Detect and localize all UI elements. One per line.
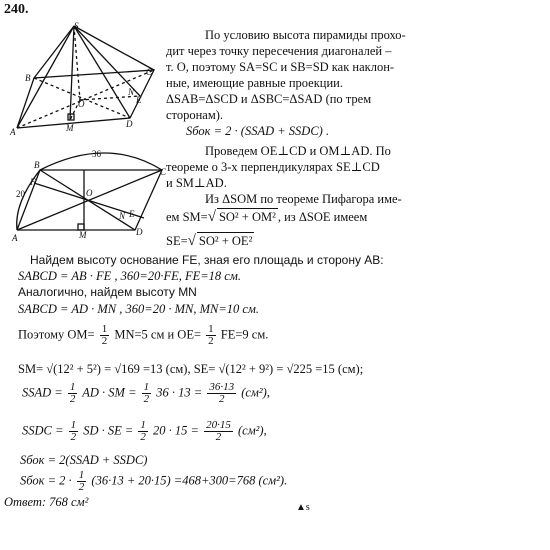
lower-line-5 [18, 324, 268, 347]
lower-line-8 [22, 420, 267, 443]
ssdc-unit: (см²), [237, 423, 267, 438]
lower-line-9: Sбок = 2(SSAD + SSDC) [20, 453, 148, 467]
oe-label: MN=5 см и OE= [114, 327, 202, 342]
lower-line-1: Найдем высоту основание FE, зная его площадь и сторону AB: [30, 253, 384, 267]
numerator: 1 [101, 323, 108, 335]
p1-line-5: ΔSAB=ΔSCD и ΔSBC=ΔSAD (по трем [166, 92, 372, 106]
page-mark: ▲s [296, 502, 310, 513]
base-label-m: M [79, 230, 87, 240]
lower-line-3: Аналогично, найдем высоту MN [18, 285, 197, 299]
sm-radicand: SO² + OM² [218, 210, 276, 224]
base-label-36: 36 [92, 149, 101, 159]
fraction [206, 324, 216, 347]
sm-prefix: ем SM= [166, 210, 208, 224]
ssdc-mid: SD · SE = [83, 423, 134, 438]
base-label-d: D [136, 227, 143, 237]
p1-line-3: т. O, поэтому SA=SC и SB=SD как наклон- [166, 60, 395, 74]
se-prefix: SE= [166, 234, 188, 248]
base-label-b: B [34, 160, 40, 170]
base-label-e: E [129, 209, 135, 219]
page-mark-text: s [305, 502, 310, 513]
p1-line-2: дит через точку пересечения диагоналей – [166, 44, 392, 58]
p2-line-2: теореме о 3-х перпендикулярах SE⊥CD [166, 160, 380, 174]
om-label: Поэтому OM= [18, 327, 95, 342]
numerator: 36·13 [209, 381, 235, 393]
p3-line-1: Из ΔSOM по теореме Пифагора име- [205, 192, 402, 206]
denominator: 2 [215, 431, 222, 443]
numerator: 1 [69, 381, 76, 393]
p2-line-1: Проведем OE⊥CD и OM⊥AD. По [205, 144, 391, 158]
p1-line-4: ные, имеющие равные проекции. [166, 76, 343, 90]
numerator: 1 [140, 419, 146, 431]
pyr-label-d: D [126, 119, 133, 129]
radical-icon: √ [207, 209, 216, 225]
lower-line-4: SABCD = AD · MN , 360=20 · MN, MN=10 см. [18, 302, 260, 316]
ssdc-label: SSDC = [22, 423, 64, 438]
pyr-label-e: E [136, 95, 142, 105]
pyr-label-c: C [146, 67, 153, 77]
denominator: 2 [101, 335, 108, 347]
base-label-c: C [160, 167, 167, 177]
ssdc-calc: 20 · 15 = [153, 423, 199, 438]
se-radicand: SO² + OE² [198, 234, 253, 248]
fraction [69, 420, 79, 443]
lower-line-2: SABCD = AB · FE , 360=20·FE, FE=18 см. [18, 269, 241, 283]
pyr-label-s: S [74, 21, 79, 31]
se-line [166, 232, 254, 249]
denominator: 2 [143, 393, 150, 405]
problem-number: 240. [4, 2, 29, 17]
pyr-label-m: M [66, 123, 74, 133]
sbok-label: Sбок = 2 · [20, 473, 72, 488]
fraction [204, 420, 233, 443]
denominator: 2 [218, 393, 225, 405]
lower-line-7 [22, 382, 270, 405]
base-label-o: O [86, 188, 93, 198]
radical-icon: √ [187, 233, 196, 249]
sbok-formula: Sбок = 2 · (SSAD + SSDC) . [186, 124, 330, 138]
denominator: 2 [70, 431, 77, 443]
denominator: 2 [78, 481, 85, 493]
pyr-label-a: A [10, 127, 16, 137]
lower-line-6: SM= √(12² + 5²) = √169 =13 (см), SE= √(12² + 9²) = √225 =15 (см); [18, 362, 364, 376]
pyr-label-b: B [25, 73, 31, 83]
ssad-label: SSAD = [22, 385, 63, 400]
lower-line-10 [20, 470, 287, 493]
p2-line-3: и SM⊥AD. [166, 176, 227, 190]
base-label-a: A [12, 233, 18, 243]
p1-line-1: По условию высота пирамиды прохо- [205, 28, 406, 42]
ssad-calc: 36 · 13 = [156, 385, 203, 400]
denominator: 2 [140, 431, 146, 443]
numerator: 1 [70, 419, 77, 431]
p1-line-6: сторонам). [166, 108, 224, 122]
numerator: 1 [78, 469, 85, 481]
base-label-f: F [30, 177, 36, 187]
pyr-label-n: N [128, 87, 135, 97]
fraction [142, 382, 152, 405]
pyramid-diagram [12, 18, 172, 148]
sm-suffix: , из ΔSOE имеем [277, 210, 368, 224]
sbok-calc: (36·13 + 20·15) =468+300=768 (см²). [91, 473, 288, 488]
denominator: 2 [69, 393, 76, 405]
pyr-label-o: O [78, 99, 85, 109]
fraction [77, 470, 87, 493]
fraction [68, 382, 78, 405]
base-label-20: 20 [16, 189, 25, 199]
p3-line-2 [166, 208, 367, 225]
base-label-n: N [119, 211, 126, 221]
fe-label: FE=9 см. [220, 327, 269, 342]
numerator: 20·15 [206, 419, 231, 431]
ssad-mid: AD · SM = [82, 385, 137, 400]
fraction [138, 420, 148, 443]
answer: Ответ: 768 см² [4, 495, 89, 509]
fraction [207, 382, 236, 405]
numerator: 1 [208, 323, 214, 335]
fraction [100, 324, 110, 347]
denominator: 2 [208, 335, 214, 347]
numerator: 1 [143, 381, 150, 393]
ssad-unit: (см²), [241, 385, 270, 400]
